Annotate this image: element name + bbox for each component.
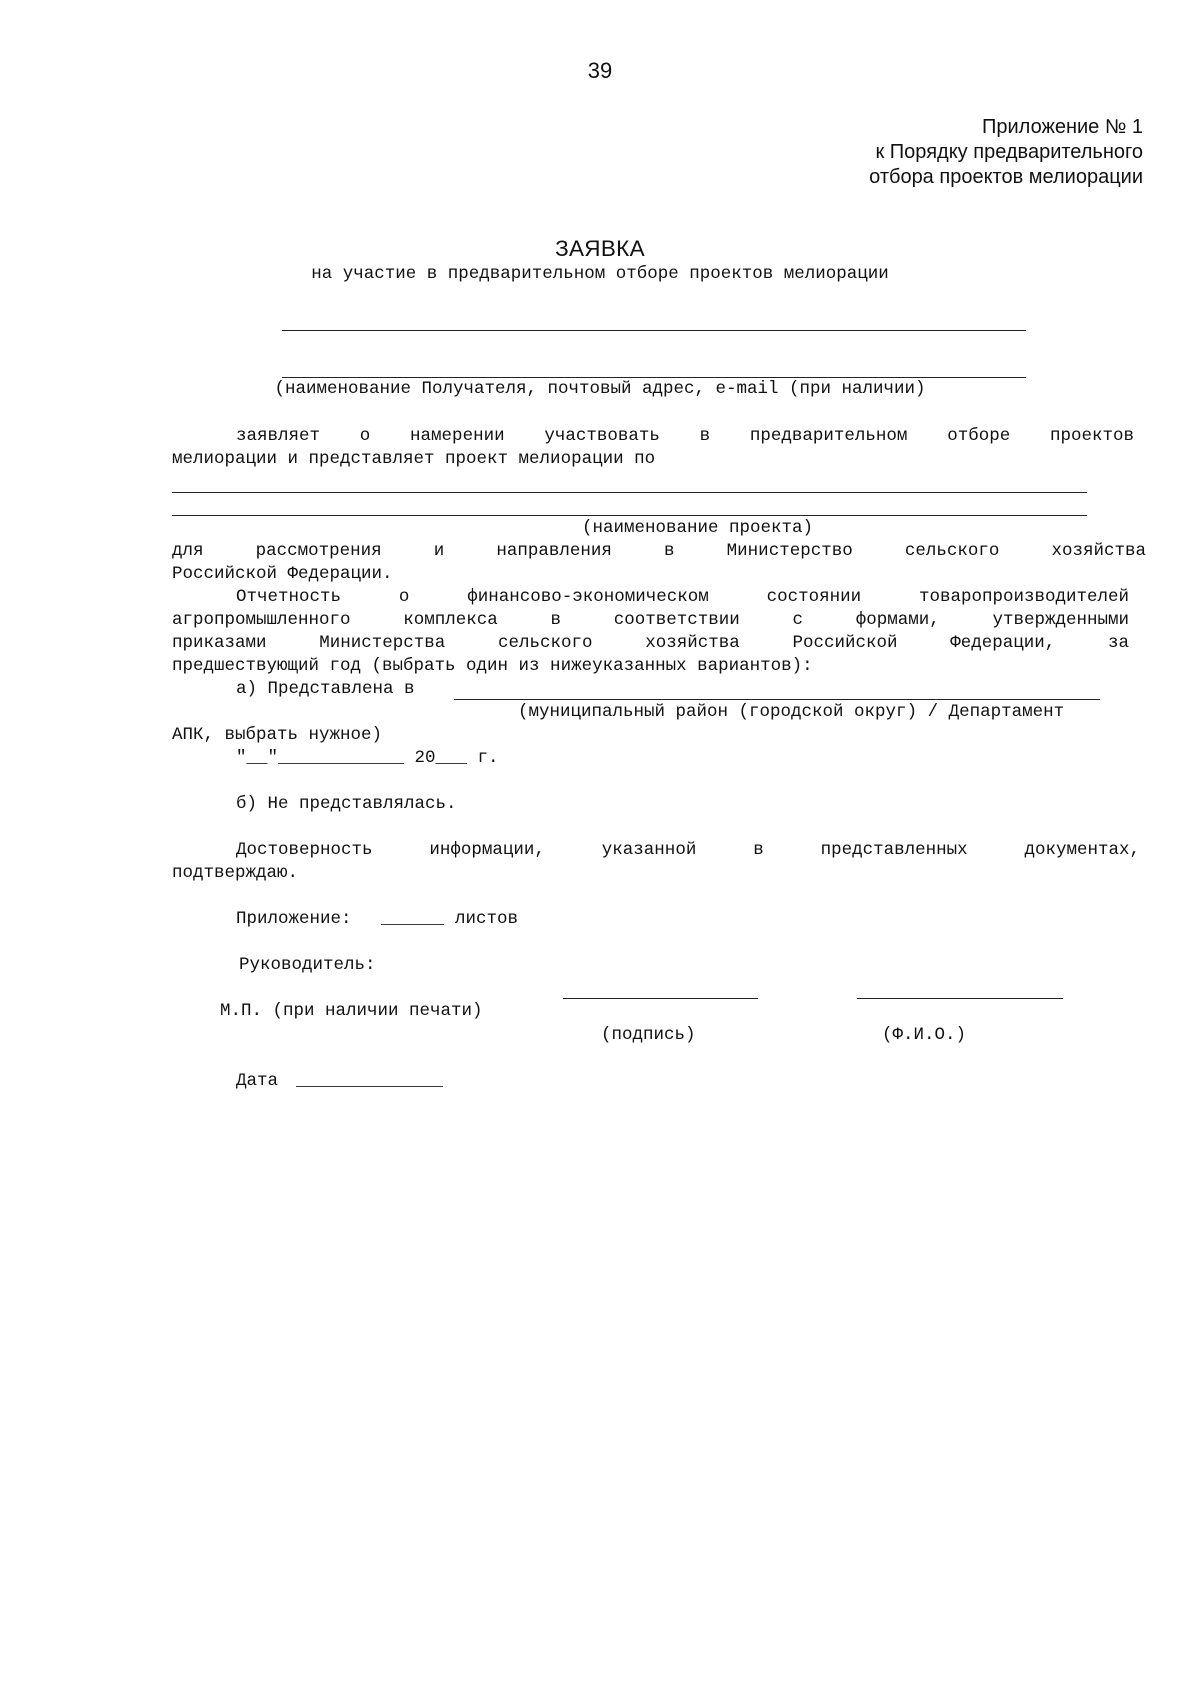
recipient-caption: (наименование Получателя, почтовый адрес, e-mail (при наличии) bbox=[274, 379, 926, 399]
declaration-line-2: мелиорации и представляет проект мелиорации по bbox=[172, 449, 656, 469]
attachment-count-blank[interactable]: ______ bbox=[381, 909, 445, 929]
project-name-line-2[interactable] bbox=[172, 515, 1087, 516]
purpose-line-2: Российской Федерации. bbox=[172, 564, 393, 584]
head-label: Руководитель: bbox=[239, 955, 376, 975]
option-a-recipient-line[interactable] bbox=[454, 699, 1100, 700]
report-line-3: приказами Министерства сельского хозяйства Российской Федерации, за bbox=[172, 633, 1129, 653]
purpose-line-1: для рассмотрения и направления в Министерство сельского хозяйства bbox=[172, 541, 1146, 561]
appendix-header bbox=[869, 115, 1143, 190]
appendix-line-1: Приложение № 1 bbox=[982, 116, 1143, 138]
appendix-line-2: к Порядку предварительного bbox=[875, 141, 1143, 163]
report-line-1: Отчетность о финансово-экономическом состоянии товаропроизводителей bbox=[236, 587, 1129, 607]
attachment-label: Приложение: bbox=[236, 909, 352, 929]
date-blank[interactable]: ______________ bbox=[296, 1071, 444, 1091]
option-a-caption-1: (муниципальный район (городской округ) / Департамент bbox=[518, 702, 1065, 722]
option-a-label: а) Представлена в bbox=[236, 679, 415, 699]
date-label: Дата bbox=[236, 1071, 279, 1091]
confirmation-line-2: подтверждаю. bbox=[172, 863, 299, 883]
document-title: ЗАЯВКА bbox=[555, 236, 645, 261]
report-line-4: предшествующий год (выбрать один из нижеуказанных вариантов): bbox=[172, 656, 813, 676]
project-name-line-1[interactable] bbox=[172, 492, 1087, 493]
document-subtitle: на участие в предварительном отборе проектов мелиорации bbox=[311, 264, 889, 284]
report-line-2: агропромышленного комплекса в соответствии с формами, утвержденными bbox=[172, 610, 1129, 630]
signature-caption: (подпись) bbox=[601, 1025, 696, 1045]
signature-line[interactable] bbox=[563, 998, 758, 999]
project-caption: (наименование проекта) bbox=[582, 518, 814, 538]
confirmation-line-1: Достоверность информации, указанной в представленных документах, bbox=[236, 840, 1140, 860]
fio-line[interactable] bbox=[857, 998, 1063, 999]
declaration-line-1: заявляет о намерении участвовать в предварительном отборе проектов bbox=[236, 426, 1134, 446]
recipient-name-line[interactable] bbox=[282, 330, 1026, 331]
stamp-label: М.П. (при наличии печати) bbox=[220, 1001, 483, 1021]
attachment-unit: листов bbox=[455, 909, 519, 929]
option-a-caption-2: АПК, выбрать нужное) bbox=[172, 725, 383, 745]
appendix-line-3: отбора проектов мелиорации bbox=[869, 166, 1143, 188]
option-b-label: б) Не представлялась. bbox=[236, 794, 457, 814]
page-number: 39 bbox=[587, 58, 613, 83]
option-a-date[interactable]: "__"____________ 20___ г. bbox=[236, 748, 499, 768]
fio-caption: (Ф.И.О.) bbox=[882, 1025, 967, 1045]
